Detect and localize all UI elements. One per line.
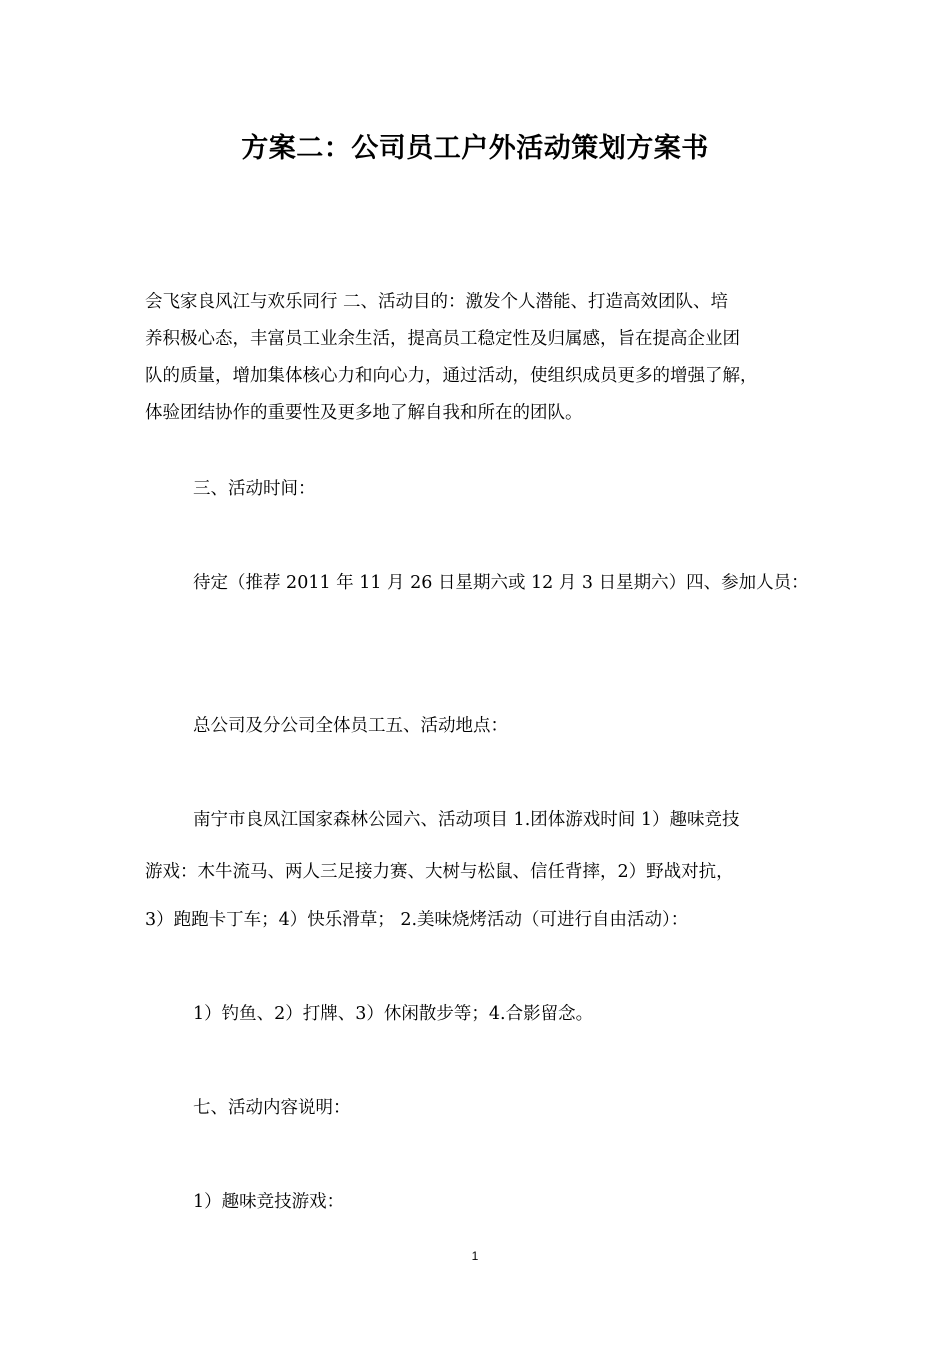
- location-line-3: 3）跑跑卡丁车；4）快乐滑草； 2.美味烧烤活动（可进行自由活动）：: [145, 910, 689, 930]
- activity-time-text: 待定（推荐 2011 年 11 月 26 日星期六或 12 月 3 日星期六）四、参加人员：: [193, 573, 809, 593]
- participants-text: 总公司及分公司全体员工五、活动地点：: [193, 716, 508, 736]
- purpose-line-2: 养积极心态，丰富员工业余生活，提高员工稳定性及归属感，旨在提高企业团: [145, 329, 740, 349]
- document-title: 方案二：公司员工户外活动策划方案书: [241, 133, 709, 164]
- location-line-2: 游戏：木牛流马、两人三足接力赛、大树与松鼠、信任背摔，2）野战对抗，: [145, 862, 734, 882]
- location-line-1: 南宁市良凤江国家森林公园六、活动项目 1.团体游戏时间 1）趣味竞技: [193, 810, 740, 830]
- purpose-line-1: 会飞家良风江与欢乐同行 二、活动目的：激发个人潜能、打造高效团队、培: [145, 292, 729, 312]
- purpose-line-4: 体验团结协作的重要性及更多地了解自我和所在的团队。: [145, 403, 583, 423]
- purpose-line-3: 队的质量，增加集体核心力和向心力，通过活动，使组织成员更多的增强了解，: [145, 366, 758, 386]
- section-7-heading: 七、活动内容说明：: [193, 1098, 351, 1118]
- section-3-heading: 三、活动时间：: [193, 479, 316, 499]
- page-number: 1: [471, 1249, 479, 1263]
- item-1-heading: 1）趣味竞技游戏：: [193, 1192, 345, 1212]
- free-activities-text: 1）钓鱼、2）打牌、3）休闲散步等；4.合影留念。: [193, 1004, 594, 1024]
